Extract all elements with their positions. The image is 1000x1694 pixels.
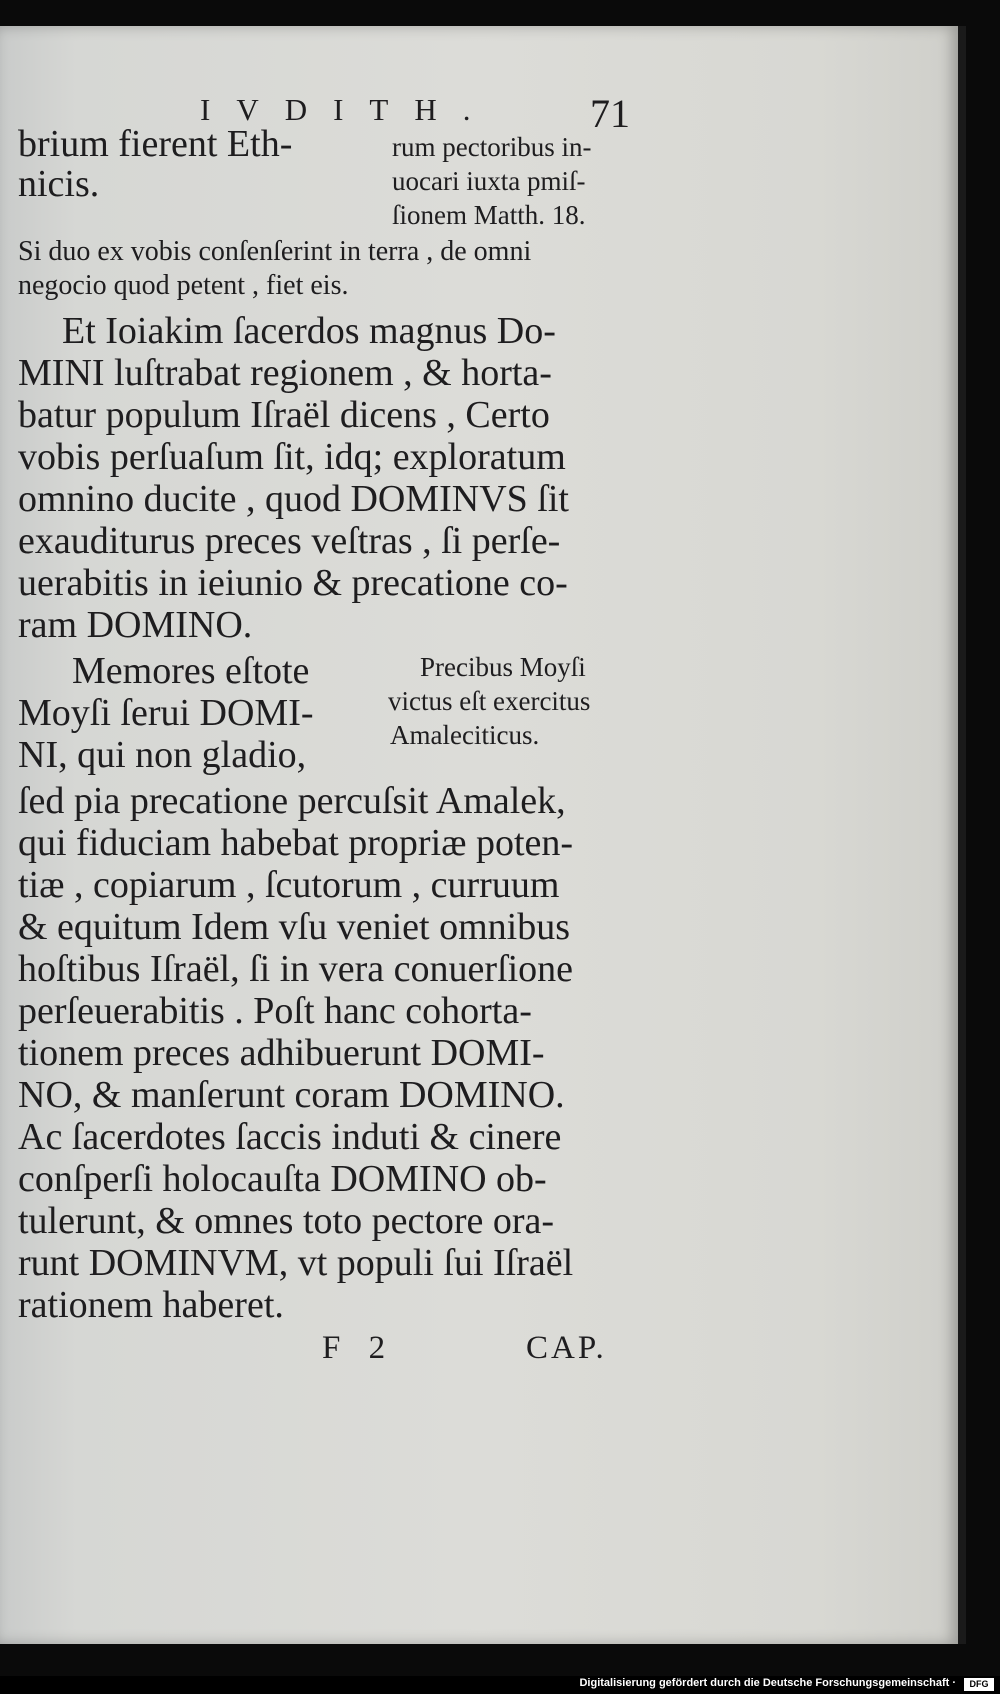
body-line: tiæ , copiarum , ſcutorum , curruum [18,864,560,906]
signature-mark: F 2 [322,1330,396,1366]
body-line: hoſtibus Iſraël, ſi in vera conuerſione [18,948,574,990]
dfg-logo: DFG [964,1678,994,1691]
page-edge [958,26,966,1644]
body-line: perſeuerabitis . Poſt hanc cohorta- [18,990,532,1032]
catchword: CAP. [526,1330,607,1366]
body-line: vobis perſuaſum ſit, idq; exploratum [18,436,566,478]
body-line: exauditurus preces veſtras , ſi perſe- [18,520,561,562]
margin-note-continuation: Si duo ex vobis conſenſerint in terra , de omni [18,236,532,267]
body-line: omnino ducite , quod DOMINVS ſit [18,478,569,520]
body-line: Et Ioiakim ſacerdos magnus Do- [62,310,556,352]
body-line: brium fierent Eth- [18,123,293,165]
body-line: NI, qui non gladio, [18,734,307,776]
body-line: Moyſi ſerui DOMI- [18,692,314,734]
digitization-credit: Digitalisierung gefördert durch die Deutsche Forschungsgemeinschaft · [579,1677,956,1689]
running-header-title: IVDITH. [200,92,497,127]
body-line: qui fiduciam habebat propriæ poten- [18,822,574,864]
margin-note-continuation: negocio quod petent , fiet eis. [18,270,349,301]
body-line: rationem haberet. [18,1284,284,1326]
body-line: ſed pia precatione percuſsit Amalek, [18,780,566,822]
margin-note-line: rum pectoribus in- [392,132,592,162]
body-line: & equitum Idem vſu veniet omnibus [18,906,570,948]
body-line: uerabitis in ieiunio & precatione co- [18,562,568,604]
margin-note-line: victus eſt exercitus [388,686,591,716]
body-line: tulerunt, & omnes toto pectore ora- [18,1200,555,1242]
body-line: NO, & manſerunt coram DOMINO. [18,1074,565,1116]
margin-note-line: Precibus Moyſi [420,652,586,682]
margin-note-line: Amaleciticus. [390,720,540,750]
body-line: ram DOMINO. [18,604,253,646]
body-line: tionem preces adhibuerunt DOMI- [18,1032,545,1074]
body-line: batur populum Iſraël dicens , Certo [18,394,550,436]
page-number: 71 [590,91,630,136]
body-line: MINI luſtrabat regionem , & horta- [18,352,552,394]
margin-note-line: uocari iuxta pmiſ- [392,166,586,196]
body-line: Memores eſtote [72,650,310,692]
body-line: runt DOMINVM, vt populi ſui Iſraël [18,1242,574,1284]
body-line: nicis. [18,163,100,205]
margin-note-line: ſionem Matth. 18. [392,200,586,230]
body-line: Ac ſacerdotes ſaccis induti & cinere [18,1116,562,1158]
body-line: conſperſi holocauſta DOMINO ob- [18,1158,547,1200]
